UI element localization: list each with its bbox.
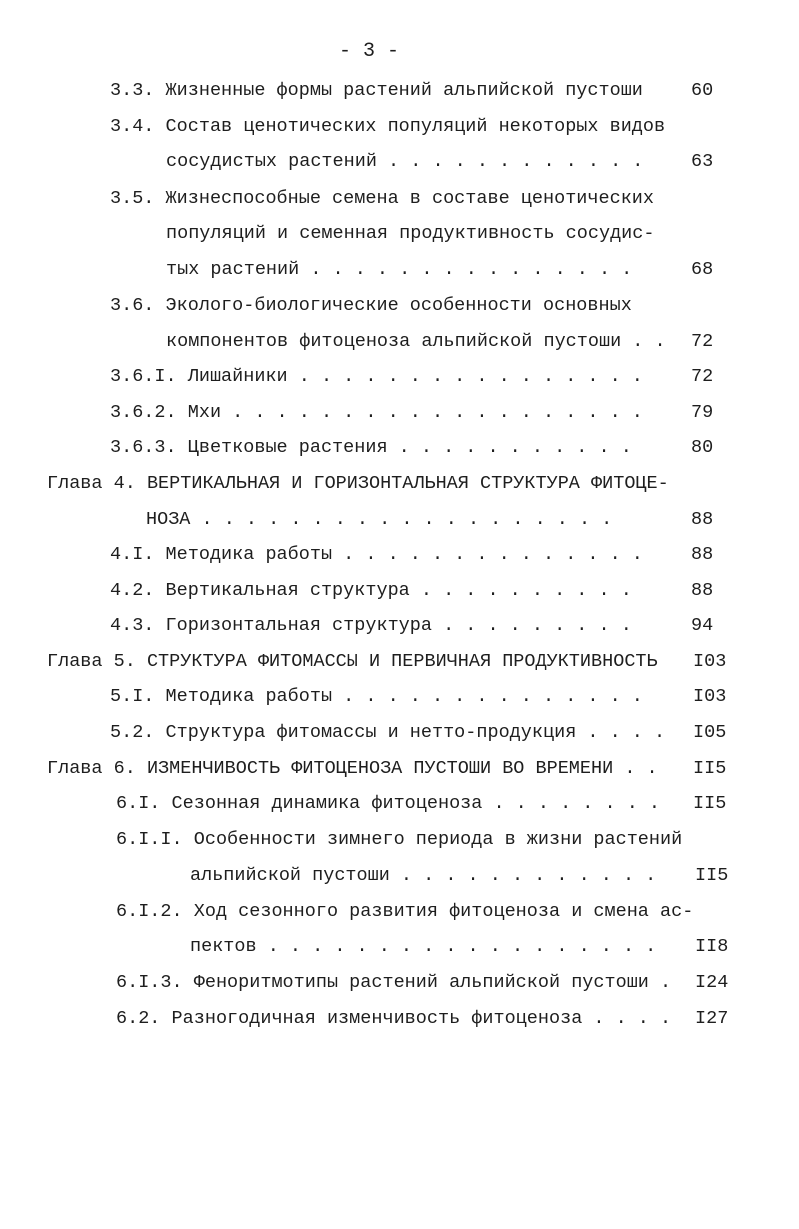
toc-number: 3.6.I. [110, 366, 177, 387]
toc-page: 80 [691, 437, 714, 458]
toc-page: I05 [693, 722, 727, 743]
toc-page: II8 [695, 936, 729, 957]
toc-entry-3-6-2 [110, 398, 643, 428]
toc-number: 3.6.2. [110, 402, 177, 423]
toc-number: 3.4. [110, 116, 155, 137]
toc-number: 6.I.2. [116, 901, 183, 922]
toc-page: I03 [693, 651, 727, 672]
toc-page: 94 [691, 615, 714, 636]
toc-entry-3-6 [110, 291, 632, 321]
toc-title: Вертикальная структура . . . . . . . . . . [165, 580, 632, 601]
toc-title: Сезонная динамика фитоценоза . . . . . . . . [171, 793, 661, 814]
toc-number: 3.5. [110, 188, 155, 209]
toc-page: 63 [691, 151, 714, 172]
toc-number: 3.6.3. [110, 437, 177, 458]
toc-page: 60 [691, 80, 714, 101]
toc-number: 6.I.I. [116, 829, 183, 850]
toc-entry-3-6-3 [110, 433, 632, 463]
toc-title: Состав ценотических популяций некоторых видов [165, 116, 666, 137]
toc-title: Лишайники . . . . . . . . . . . . . . . . [187, 366, 643, 387]
toc-title: Разногодичная изменчивость фитоценоза . . . . [171, 1008, 672, 1029]
toc-title: Цветковые растения . . . . . . . . . . . [187, 437, 632, 458]
toc-title: Феноритмотипы растений альпийской пустоши . [193, 972, 672, 993]
toc-page: 72 [691, 366, 714, 387]
toc-number: 6.I.3. [116, 972, 183, 993]
toc-entry-3-5 [110, 184, 654, 214]
toc-page: 88 [691, 544, 714, 565]
toc-entry-3-6-1 [110, 362, 643, 392]
toc-entry-3-3 [110, 76, 643, 106]
toc-page: 88 [691, 580, 714, 601]
toc-title-continuation: альпийской пустоши . . . . . . . . . . . . [190, 865, 657, 886]
toc-number: 3.6. [110, 295, 155, 316]
toc-entry-6-1-2 [116, 897, 693, 927]
toc-page: 79 [691, 402, 714, 423]
toc-title: Горизонтальная структура . . . . . . . . . [165, 615, 632, 636]
toc-chapter-6 [47, 754, 658, 784]
toc-title-continuation: сосудистых растений . . . . . . . . . . . . [166, 151, 644, 172]
toc-entry-6-1 [116, 789, 660, 819]
toc-page: I03 [693, 686, 727, 707]
page-number: - 3 - [338, 40, 399, 63]
toc-title: Методика работы . . . . . . . . . . . . . . [165, 544, 643, 565]
toc-page: II5 [693, 793, 727, 814]
toc-title: Структура фитомассы и нетто-продукция . . . . [165, 722, 666, 743]
toc-title-continuation: пектов . . . . . . . . . . . . . . . . . . [190, 936, 657, 957]
toc-title: Жизнеспособные семена в составе ценотических [165, 188, 655, 209]
toc-title: ИЗМЕНЧИВОСТЬ ФИТОЦЕНОЗА ПУСТОШИ ВО ВРЕМЕНИ . . [146, 758, 658, 779]
toc-title: ВЕРТИКАЛЬНАЯ И ГОРИЗОНТАЛЬНАЯ СТРУКТУРА ФИТОЦЕ- [146, 473, 669, 494]
toc-title: Мхи . . . . . . . . . . . . . . . . . . . [187, 402, 643, 423]
toc-title: Жизненные формы растений альпийской пустоши [165, 80, 643, 101]
toc-number: 4.I. [110, 544, 155, 565]
toc-number: 6.2. [116, 1008, 161, 1029]
toc-page: II5 [695, 865, 729, 886]
toc-title-continuation: НОЗА . . . . . . . . . . . . . . . . . . . [146, 509, 613, 530]
toc-entry-4-1 [110, 540, 643, 570]
toc-chapter-5 [47, 647, 658, 677]
toc-entry-4-3 [110, 611, 632, 641]
toc-entry-6-2 [116, 1004, 671, 1034]
toc-number: 5.2. [110, 722, 155, 743]
toc-number: Глава 5. [47, 651, 136, 672]
toc-number: 4.2. [110, 580, 155, 601]
toc-entry-3-4 [110, 112, 665, 142]
toc-page: 88 [691, 509, 714, 530]
toc-number: 5.I. [110, 686, 155, 707]
toc-title: Эколого-биологические особенности основных [165, 295, 632, 316]
toc-entry-5-1 [110, 682, 643, 712]
toc-number: Глава 4. [47, 473, 136, 494]
toc-title-continuation: популяций и семенная продуктивность сосудис- [166, 223, 655, 244]
toc-entry-6-1-1 [116, 825, 682, 855]
toc-title: Ход сезонного развития фитоценоза и смена ас- [193, 901, 694, 922]
toc-title-continuation: тых растений . . . . . . . . . . . . . . . [166, 259, 633, 280]
toc-number: Глава 6. [47, 758, 136, 779]
toc-title: СТРУКТУРА ФИТОМАССЫ И ПЕРВИЧНАЯ ПРОДУКТИВНОСТЬ [146, 651, 658, 672]
toc-page: 68 [691, 259, 714, 280]
toc-entry-4-2 [110, 576, 632, 606]
toc-number: 3.3. [110, 80, 155, 101]
toc-page: I24 [695, 972, 729, 993]
toc-number: 6.I. [116, 793, 161, 814]
toc-title-continuation: компонентов фитоценоза альпийской пустоши . . [166, 331, 666, 352]
toc-page: 72 [691, 331, 714, 352]
toc-title: Особенности зимнего периода в жизни растений [193, 829, 683, 850]
toc-page: I27 [695, 1008, 729, 1029]
toc-chapter-4 [47, 469, 669, 499]
toc-entry-5-2 [110, 718, 665, 748]
toc-entry-6-1-3 [116, 968, 671, 998]
toc-number: 4.3. [110, 615, 155, 636]
toc-page: II5 [693, 758, 727, 779]
toc-title: Методика работы . . . . . . . . . . . . . . [165, 686, 643, 707]
